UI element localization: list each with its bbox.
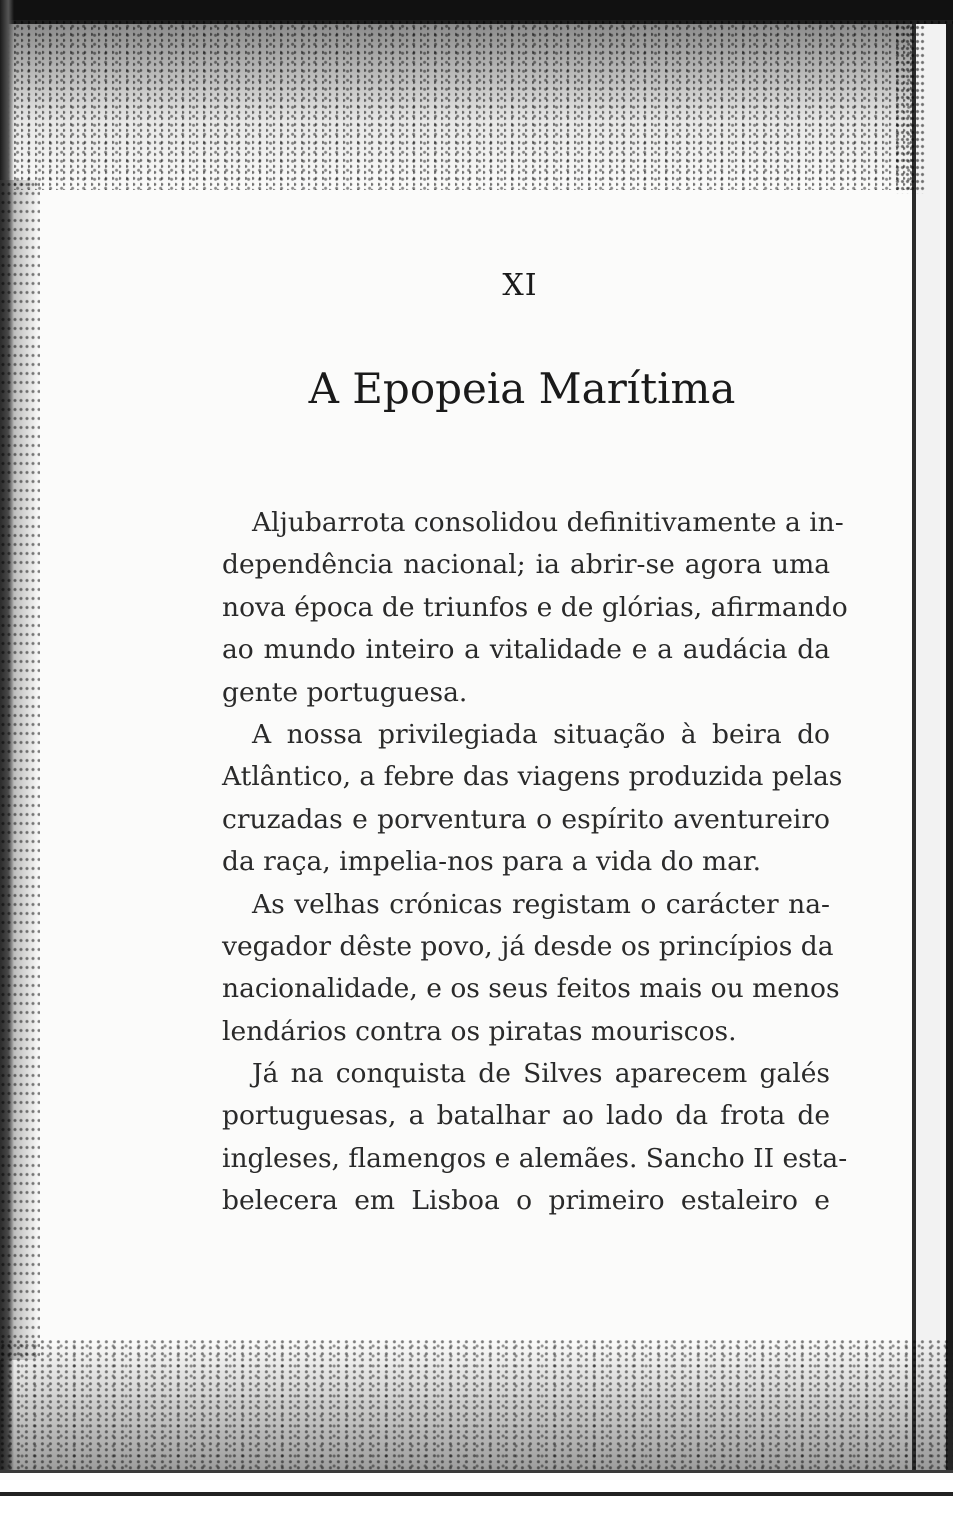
- text-line: ingleses, flamengos e alemães. Sancho II esta-: [222, 1142, 848, 1174]
- text-line: portuguesas, a batalhar ao lado da frota de: [222, 1100, 830, 1132]
- text-line: Aljubarrota consolidou definitivamente a in-: [252, 507, 844, 538]
- text-line: gente portuguesa.: [222, 676, 468, 708]
- text-line: lendários contra os piratas mouriscos.: [222, 1015, 737, 1047]
- text-line: Já na conquista de Silves aparecem galés: [252, 1058, 830, 1090]
- text-line: ao mundo inteiro a vitalidade e a audácia da: [222, 634, 830, 666]
- chapter-title: A Epopeia Marítima: [308, 364, 736, 413]
- text-line: Atlântico, a febre das viagens produzida pelas: [222, 761, 843, 793]
- text-line: nova época de triunfos e de glórias, afirmando: [222, 591, 848, 623]
- text-line: belecera em Lisboa o primeiro estaleiro e: [222, 1185, 830, 1217]
- text-line: vegador dêste povo, já desde os princípios da: [222, 930, 834, 962]
- text-line: As velhas crónicas registam o carácter na-: [252, 888, 830, 920]
- text-line: A nossa privilegiada situação à beira do: [252, 718, 830, 750]
- chapter-number: XI: [502, 268, 538, 303]
- text-line: da raça, impelia-nos para a vida do mar.: [222, 846, 762, 878]
- text-line: cruzadas e porventura o espírito aventureiro: [222, 803, 830, 835]
- text-line: dependência nacional; ia abrir-se agora uma: [222, 549, 830, 581]
- chapter-body-text: [222, 502, 848, 1223]
- text-line: nacionalidade, e os seus feitos mais ou menos: [222, 973, 840, 1005]
